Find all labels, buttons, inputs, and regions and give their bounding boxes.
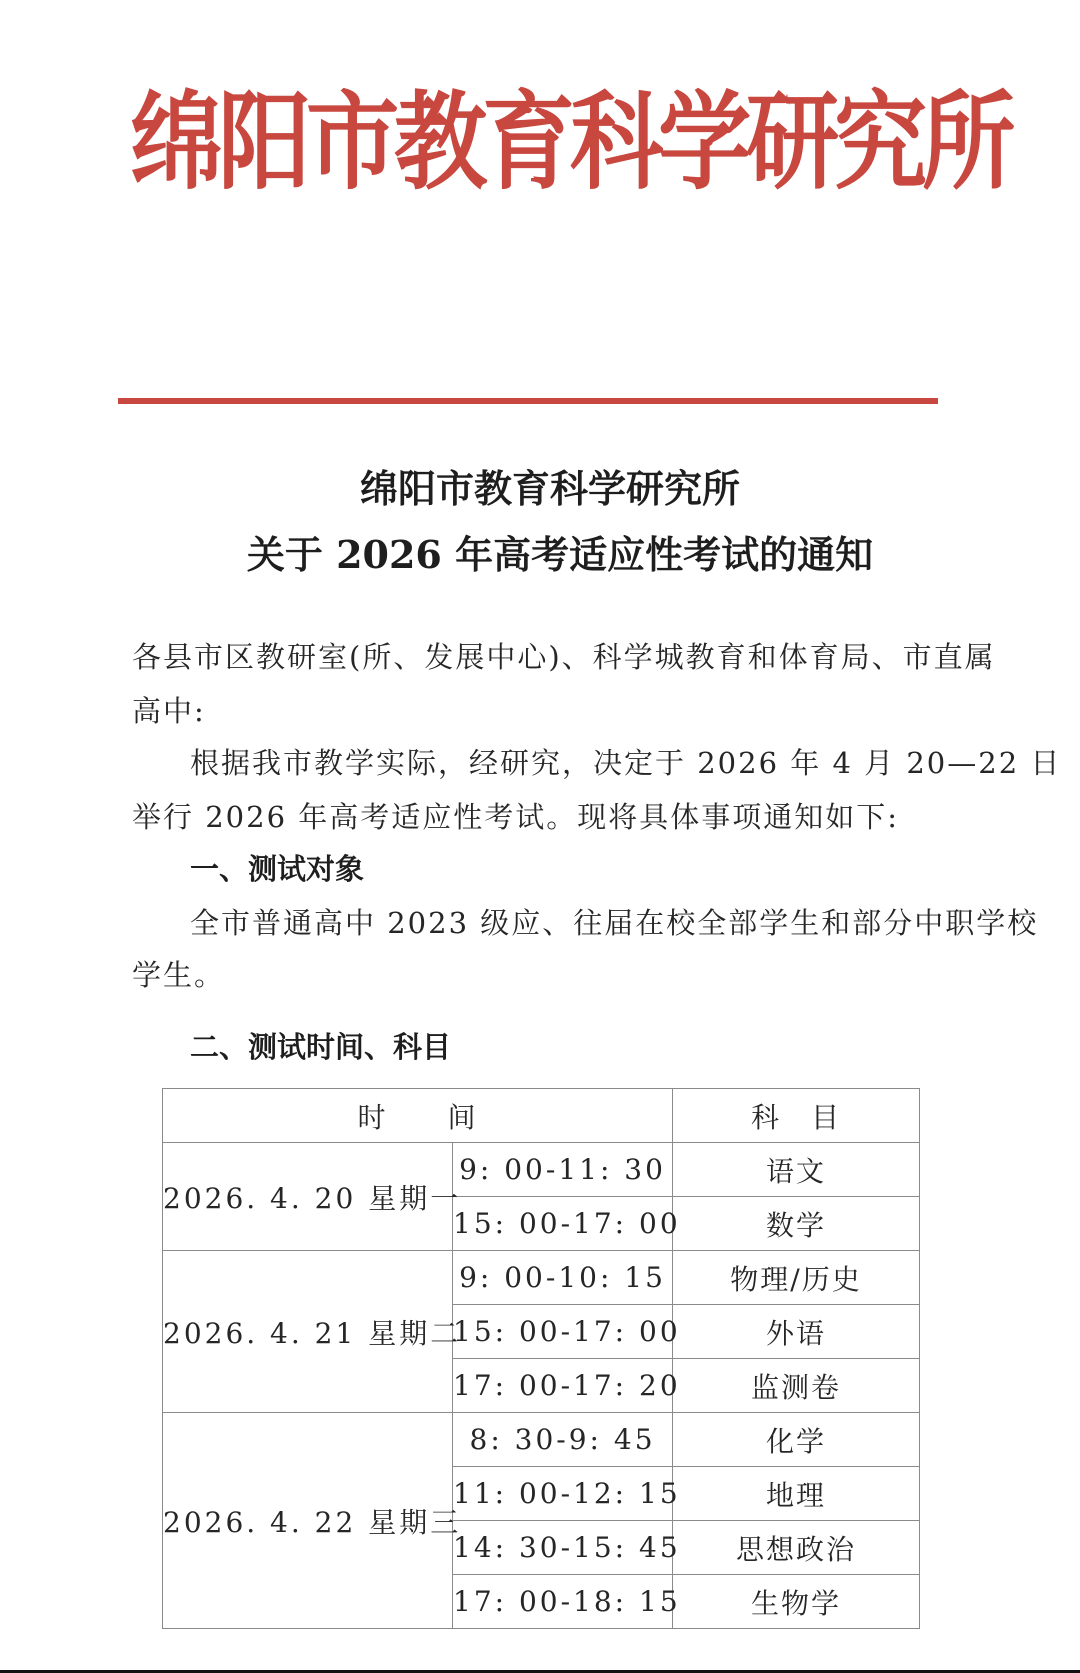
header-subject: 科 目 [673, 1089, 920, 1143]
table-row [163, 1413, 920, 1467]
time-cell: 8: 30-9: 45 [453, 1413, 673, 1467]
time-cell: 15: 00-17: 00 [453, 1305, 673, 1359]
intro-line-1: 根据我市教学实际，经研究，决定于 2026 年 4 月 20—22 日 [190, 746, 1062, 780]
time-cell: 9: 00-11: 30 [453, 1143, 673, 1197]
subject-cell: 语文 [673, 1143, 920, 1197]
document-title-line-1: 绵阳市教育科学研究所 [359, 466, 740, 511]
subject-cell: 监测卷 [673, 1359, 920, 1413]
time-cell: 11: 00-12: 15 [453, 1467, 673, 1521]
date-cell: 2026. 4. 22 星期三 [163, 1413, 453, 1629]
section-2-heading: 二、测试时间、科目 [190, 1030, 452, 1064]
header-time: 时 间 [163, 1089, 673, 1143]
time-cell: 9: 00-10: 15 [453, 1251, 673, 1305]
table-row [163, 1143, 920, 1197]
subject-cell: 地理 [673, 1467, 920, 1521]
date-cell: 2026. 4. 20 星期一 [163, 1143, 453, 1251]
intro-line-2: 举行 2026 年高考适应性考试。现将具体事项通知如下: [132, 800, 900, 834]
subject-cell: 数学 [673, 1197, 920, 1251]
subject-cell: 生物学 [673, 1575, 920, 1629]
table-header-row [163, 1089, 920, 1143]
subject-cell: 思想政治 [673, 1521, 920, 1575]
letterhead: 绵阳市教育科学研究所 [130, 81, 1010, 204]
document-title-line-2: 关于 2026 年高考适应性考试的通知 [246, 532, 874, 577]
subject-cell: 外语 [673, 1305, 920, 1359]
subject-cell: 物理/历史 [673, 1251, 920, 1305]
time-cell: 14: 30-15: 45 [453, 1521, 673, 1575]
letterhead-divider [118, 398, 938, 404]
addressee-line-2: 高中: [132, 694, 206, 728]
section-1-text-line-2: 学生。 [132, 958, 226, 992]
subject-cell: 化学 [673, 1413, 920, 1467]
time-cell: 15: 00-17: 00 [453, 1197, 673, 1251]
section-1-text-line-1: 全市普通高中 2023 级应、往届在校全部学生和部分中职学校 [190, 906, 1039, 940]
table-row [163, 1251, 920, 1305]
addressee-line-1: 各县市区教研室(所、发展中心)、科学城教育和体育局、市直属 [132, 640, 996, 674]
exam-schedule-table [162, 1088, 920, 1629]
time-cell: 17: 00-18: 15 [453, 1575, 673, 1629]
time-cell: 17: 00-17: 20 [453, 1359, 673, 1413]
section-1-heading: 一、测试对象 [190, 852, 365, 886]
date-cell: 2026. 4. 21 星期二 [163, 1251, 453, 1413]
